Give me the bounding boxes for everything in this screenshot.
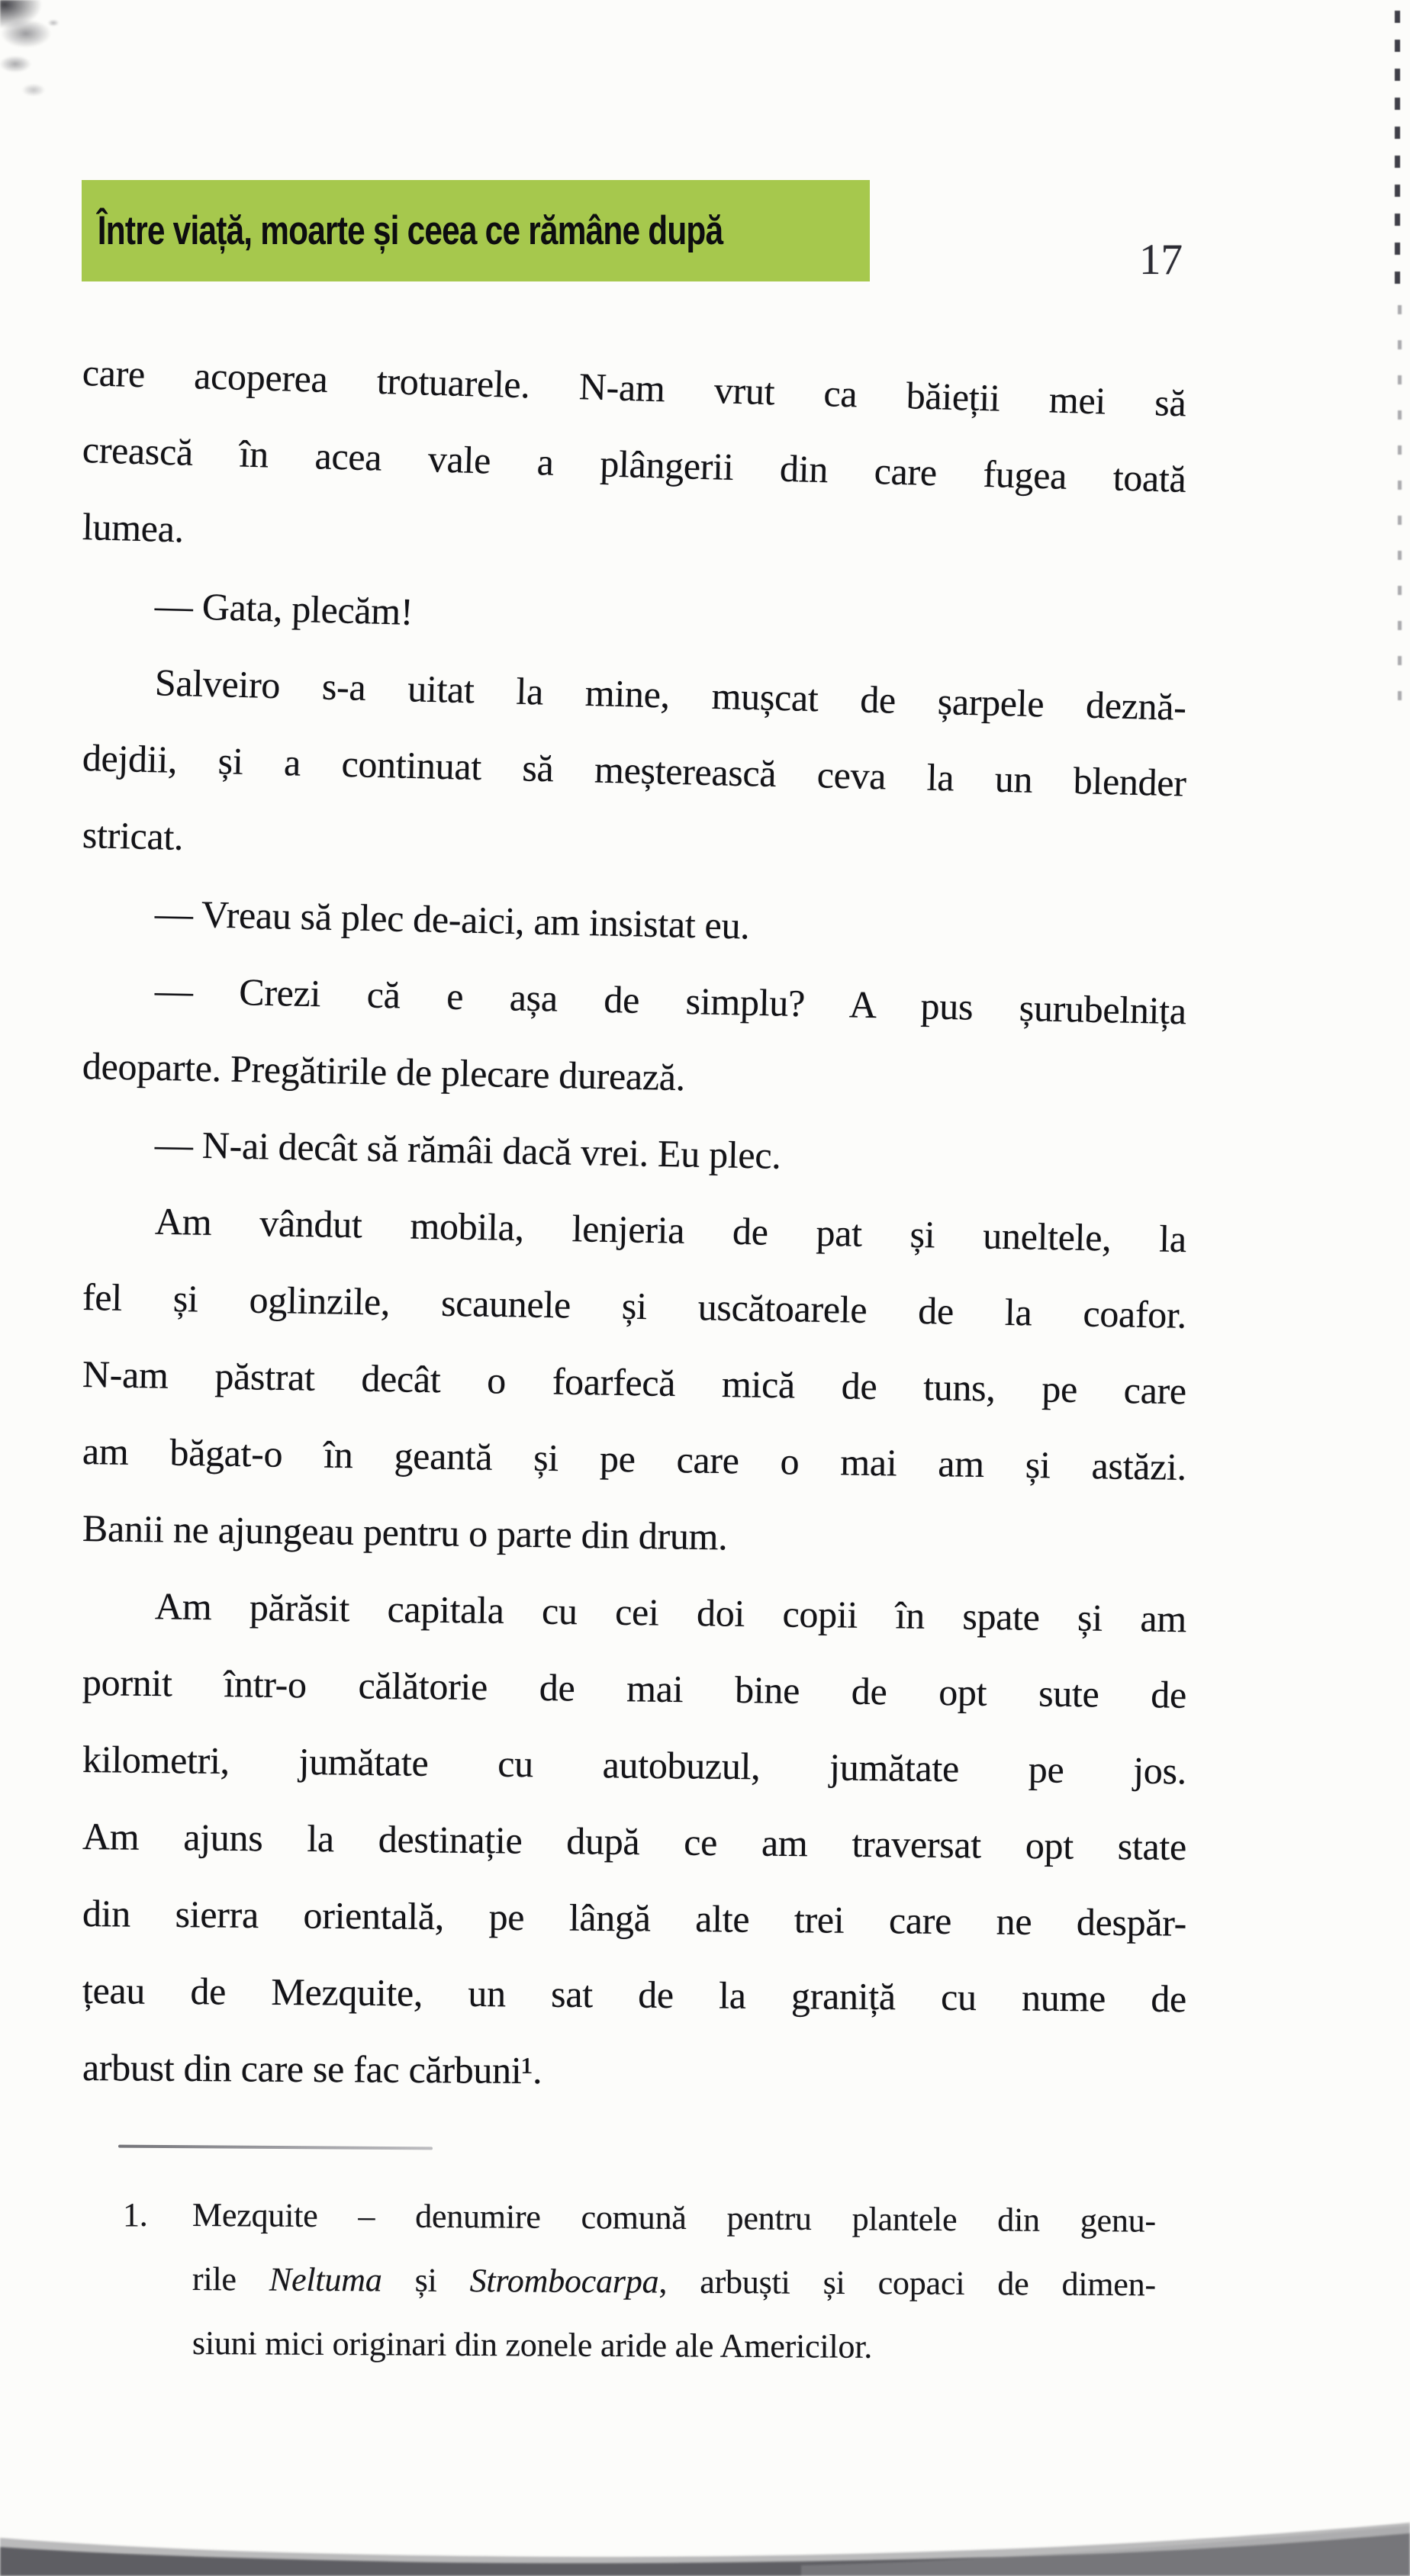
chapter-title: Între viață, moarte și ceea ce rămâne după [97,208,723,253]
fline-3: siuni mici originari din zonele aride ale Americilor. [192,2324,873,2365]
bline-23: arbust din care se fac cărbuni¹. [82,2046,542,2092]
bline-17: Am părăsit capitala cu cei doi copii în spate și am [154,1584,1187,1641]
bline-8: — Vreau să plec de-aici, am insistat eu. [154,892,751,947]
fline-1: Mezquite – denumire comună pentru plantele din genu- [192,2196,1157,2240]
bline-12: Am vândut mobila, lenjeria de pat și uneltele, la [154,1199,1187,1261]
footnote-separator-rule [118,2145,433,2150]
bline-9: — Crezi că e așa de simplu? A pus șurubelnița [154,968,1187,1033]
bline-2: crească în acea vale a plângerii din care fugea toată [82,428,1187,501]
fline-2: rile Neltuma și Strombocarpa, arbuști și copaci de dimen- [192,2260,1157,2304]
bline-18: pornit într-o călătorie de mai bine de opt sute de [82,1661,1187,1716]
footnote [118,2183,1156,2375]
page-number: 17 [1139,236,1183,284]
body-text [82,334,1186,2106]
bline-14: N-am păstrat decât o foarfecă mică de tuns, pe care [82,1352,1187,1413]
bline-22: țeau de Mezquite, un sat de la graniță cu nume de [82,1969,1187,2021]
bline-16: Banii ne ajungeau pentru o parte din drum. [82,1507,728,1558]
bline-19: kilometri, jumătate cu autobuzul, jumătate pe jos. [82,1738,1187,1793]
footnote-marker: 1. [123,2196,148,2233]
bline-3: lumea. [82,505,185,551]
bline-10: deoparte. Pregătirile de plecare durează. [82,1044,686,1099]
bline-21: din sierra orientală, pe lângă alte trei care ne despăr- [82,1892,1187,1944]
bline-7: stricat. [82,813,184,858]
bline-6: dejdii, și a continuat să meșterească ceva la un blender [82,736,1187,805]
bline-13: fel și oglinzile, scaunele și uscătoarele de la coafor. [82,1275,1187,1336]
bline-1: care acoperea trotuarele. N-am vrut ca băieții mei să [82,351,1187,425]
scan-edge-marks-top [1395,11,1400,294]
scan-corner-smudge [0,0,99,122]
bline-11: — N-ai decât să rămâi dacă vrei. Eu plec. [154,1122,781,1177]
bline-20: Am ajuns la destinație după ce am traversat opt state [82,1815,1187,1869]
footnote-lines [192,2183,1156,2375]
scan-edge-marks-mid [1398,305,1402,717]
chapter-banner [82,180,870,281]
bline-5: Salveiro s-a uitat la mine, mușcat de șarpele deznă- [154,661,1187,728]
bline-15: am băgat-o în geantă și pe care o mai am și astăzi. [82,1430,1187,1488]
bline-4: — Gata, plecăm! [154,584,414,633]
scan-bottom-shadow [0,2515,1410,2576]
